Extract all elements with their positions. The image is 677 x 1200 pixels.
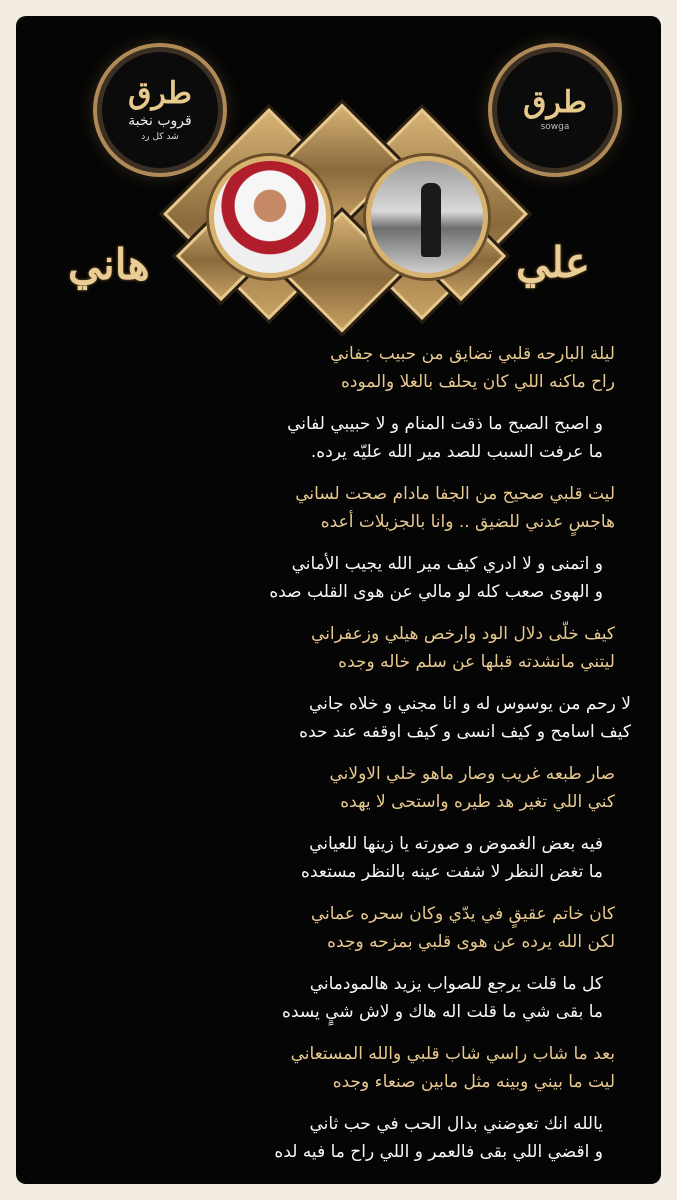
verse-line: ما عرفت السبب للصد مير الله عليّه يرده.	[310, 442, 603, 462]
verse-line: كني اللي تغير هد طيره واستحى لا يهده	[340, 792, 615, 812]
verse-line: و اتمنى و لا ادري كيف مير الله يجيب الأماني	[291, 554, 603, 574]
verse-line: ليلة البارحه قلبي تضايق من حبيب جفاني	[330, 344, 615, 364]
stanza	[16, 410, 661, 466]
poet-avatar-hani	[209, 156, 331, 278]
group-logo	[102, 52, 218, 168]
verse-line: صار طبعه غريب وصار ماهو خلي الاولاني	[329, 764, 615, 784]
verse-line: و الهوى صعب كله لو مالي عن هوى القلب صده	[269, 582, 603, 602]
stanza	[16, 480, 661, 536]
verse-line: كان خاتم عقيقٍ في يدّي وكان سحره عماني	[310, 904, 615, 924]
verse-line: ليتني مانشدته قبلها عن سلم خاله وجده	[338, 652, 615, 672]
stanza	[16, 900, 661, 956]
verse-line: ما بقى شي ما قلت اله هاك و لاش شيٍ يسده	[282, 1002, 603, 1022]
verse-line: كيف خلّى دلال الود وارخص هيلي وزعفراني	[311, 624, 615, 644]
stanza	[16, 550, 661, 606]
verse-line: لكن الله يرده عن هوى قلبي بمزحه وجده	[327, 932, 615, 952]
poet-name-ali: علي	[516, 238, 590, 287]
verse-line: و اقضي اللي بقى فالعمر و اللي راح ما فيه لده	[274, 1142, 603, 1162]
verse-line: فيه بعض الغموض و صورته يا زينها للعياني	[309, 834, 603, 854]
verse-line: ما تغض النظر لا شفت عينه بالنظر مستعده	[301, 862, 603, 882]
logo-subtitle: شد كل رد	[141, 131, 179, 142]
verse-line: كيف اسامح و كيف انسى و كيف اوقفه عند حده	[299, 722, 631, 742]
verse-line: يالله انك تعوضني بدال الحب في حب ثاني	[309, 1114, 603, 1134]
verse-line: كل ما قلت يرجع للصواب يزيد هالمودماني	[309, 974, 603, 994]
poem-card	[16, 16, 661, 1184]
verse-line: لا رحم من يوسوس له و انا مجني و خلاه جاني	[309, 694, 631, 714]
stanza	[16, 830, 661, 886]
logo-handle: sowga	[540, 122, 570, 132]
stanza	[16, 620, 661, 676]
poem-body	[16, 340, 661, 1180]
poet-avatar-ali	[366, 156, 488, 278]
verse-line: راح ماكنه اللي كان يحلف بالغلا والموده	[341, 372, 615, 392]
verse-line: ليت ما بيني وبينه مثل مابين صنعاء وجده	[332, 1072, 615, 1092]
avatar-figure	[421, 183, 441, 257]
verse-line: و اصبح الصبح ما ذقت المنام و لا حبيبي لفاني	[287, 414, 603, 434]
logo-title: قروب نخبة	[128, 112, 192, 129]
logo-mark: طرق	[128, 75, 192, 111]
logo-mark: طرق	[523, 85, 587, 120]
stanza	[16, 340, 661, 396]
verse-line: بعد ما شاب راسي شاب قلبي والله المستعاني	[290, 1044, 615, 1064]
stanza	[16, 1040, 661, 1096]
stanza	[16, 1110, 661, 1166]
stanza	[16, 690, 661, 746]
verse-line: هاجسٍ عدني للضيق .. وانا بالجزيلات أعده	[320, 512, 615, 532]
stanza	[16, 760, 661, 816]
poet-name-hani: هاني	[68, 240, 150, 289]
tariq-logo	[497, 52, 613, 168]
stanza	[16, 970, 661, 1026]
verse-line: ليت قلبي صحيح من الجفا مادام صحت لساني	[295, 484, 615, 504]
